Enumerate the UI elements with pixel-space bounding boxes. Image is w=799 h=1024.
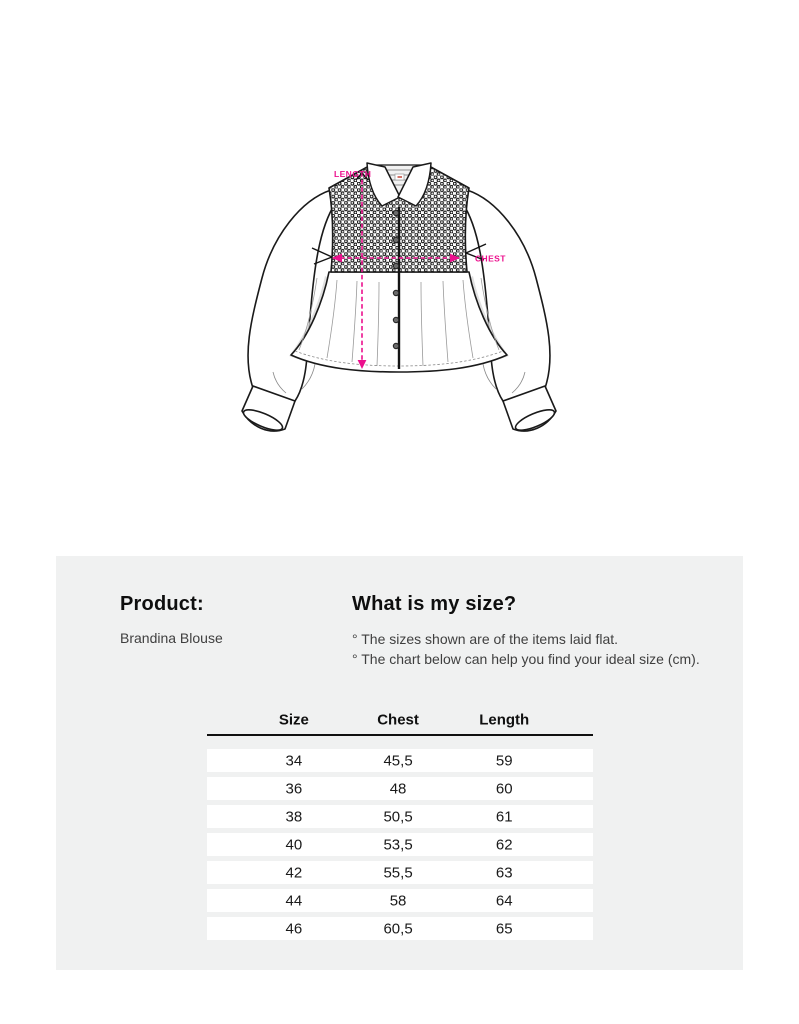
size-cell: 42	[285, 864, 303, 881]
size-row	[207, 805, 593, 828]
chest-measure-label: CHEST	[475, 253, 506, 264]
size-cell: 65	[495, 920, 513, 937]
size-cell: 62	[495, 836, 513, 853]
size-cell: 48	[389, 780, 407, 797]
size-table	[207, 706, 593, 945]
size-question-heading: What is my size?	[352, 593, 517, 615]
size-row	[207, 889, 593, 912]
product-heading: Product:	[120, 593, 204, 615]
size-row	[207, 777, 593, 800]
size-table-rule	[207, 734, 593, 736]
size-guide-panel	[56, 556, 743, 970]
size-cell: 34	[285, 752, 303, 769]
size-cell: 44	[285, 892, 303, 909]
size-table-header	[207, 706, 593, 734]
size-cell: 60,5	[383, 920, 413, 937]
product-block	[120, 592, 223, 646]
size-notes	[352, 629, 700, 669]
size-cell: 40	[285, 836, 303, 853]
blouse-illustration	[229, 150, 569, 450]
size-note-line: ° The chart below can help you find your ideal size (cm).	[352, 651, 700, 667]
size-cell: 46	[285, 920, 303, 937]
size-row	[207, 861, 593, 884]
size-cell: 38	[285, 808, 303, 825]
column-header-length: Length	[479, 711, 530, 729]
size-row	[207, 917, 593, 940]
size-row	[207, 833, 593, 856]
product-name: Brandina Blouse	[120, 630, 223, 646]
size-cell: 59	[495, 752, 513, 769]
size-row	[207, 749, 593, 772]
size-cell: 36	[285, 780, 303, 797]
column-header-chest: Chest	[377, 711, 419, 729]
size-table-body	[207, 749, 593, 940]
size-cell: 50,5	[383, 808, 413, 825]
size-note-line: ° The sizes shown are of the items laid flat.	[352, 631, 619, 647]
length-measure-label: LENGTH	[334, 169, 372, 179]
size-cell: 64	[495, 892, 513, 909]
size-cell: 55,5	[383, 864, 413, 881]
size-cell: 58	[389, 892, 407, 909]
size-cell: 53,5	[383, 836, 413, 853]
column-header-size: Size	[278, 711, 309, 729]
size-cell: 61	[495, 808, 513, 825]
size-info-block	[352, 592, 700, 669]
size-cell: 45,5	[383, 752, 413, 769]
size-cell: 60	[495, 780, 513, 797]
size-cell: 63	[495, 864, 513, 881]
